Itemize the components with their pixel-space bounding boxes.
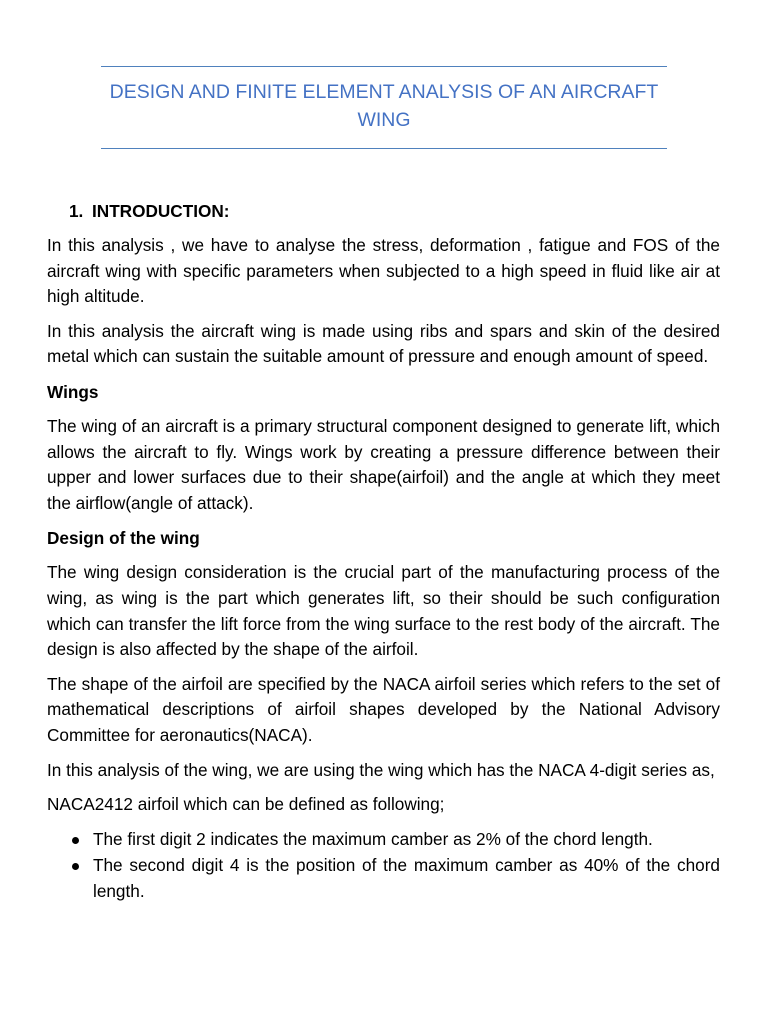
document-body — [47, 198, 720, 905]
list-item — [47, 827, 720, 853]
wings-paragraph: The wing of an aircraft is a primary structural component designed to generate lift, which allows the aircraft to fly. Wings work by creating a pressure difference between their upper and lower surfaces due to their shape(airfoil) and the angle at which they meet the airflow(angle of attack). — [47, 415, 720, 513]
wings-heading: Wings — [47, 381, 99, 402]
intro-paragraph-1: In this analysis , we have to analyse the stress, deformation , fatigue and FOS of the aircraft wing with specific parameters when subjected to a high speed in fluid like air at high altitude. — [47, 235, 720, 307]
document-title: DESIGN AND FINITE ELEMENT ANALYSIS OF AN AIRCRAFT WING — [109, 81, 659, 131]
design-paragraph-1: The wing design consideration is the crucial part of the manufacturing process of the wing, as wing is the part which generates lift, so their should be such configuration which can transfer the lift force from the wing surface to the rest body of the aircraft. The design is also affected by the shape of the airfoil. — [47, 562, 720, 660]
design-paragraph-4: NACA2412 airfoil which can be defined as following; — [47, 794, 445, 815]
design-paragraph-3: In this analysis of the wing, we are using the wing which has the NACA 4-digit series as, — [47, 759, 715, 780]
bullet-icon — [72, 837, 79, 844]
title-bottom-rule — [101, 148, 667, 149]
bullet-icon — [72, 863, 79, 870]
intro-paragraph-2: In this analysis the aircraft wing is made using ribs and spars and skin of the desired metal which can sustain the suitable amount of pressure and enough amount of speed. — [47, 320, 720, 367]
list-item-text: The second digit 4 is the position of the maximum camber as 40% of the chord length. — [93, 855, 720, 901]
naca-digit-list — [47, 827, 720, 905]
title-top-rule — [101, 66, 667, 67]
design-paragraph-2: The shape of the airfoil are specified by the NACA airfoil series which refers to the set of mathematical descriptions of airfoil shapes developed by the National Advisory Committee for aeronautics(NACA). — [47, 673, 720, 745]
design-heading: Design of the wing — [47, 528, 200, 549]
section-number: 1. — [69, 201, 84, 221]
list-item — [47, 853, 720, 904]
section-heading-introduction — [69, 198, 720, 224]
section-title: INTRODUCTION: — [92, 201, 230, 221]
list-item-text: The first digit 2 indicates the maximum camber as 2% of the chord length. — [93, 828, 653, 849]
